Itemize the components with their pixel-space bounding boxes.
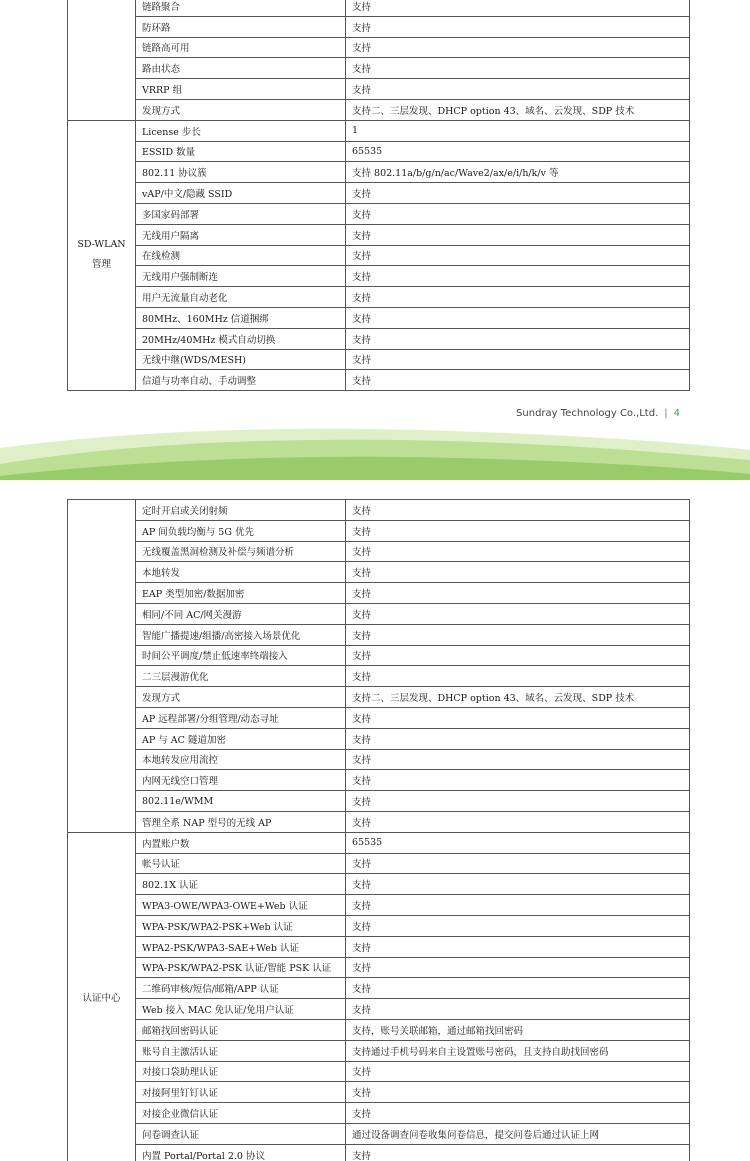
value-cell: 支持: [346, 58, 690, 79]
feature-cell: 账号自主激活认证: [136, 1040, 346, 1061]
footer-separator: |: [664, 408, 668, 419]
feature-cell: 在线检测: [136, 245, 346, 266]
table-row: [68, 16, 690, 37]
feature-cell: 内置账户数: [136, 832, 346, 853]
value-cell: 支持: [346, 183, 690, 204]
value-cell: 支持: [346, 1061, 690, 1082]
value-cell: 支持: [346, 541, 690, 562]
table-row: [68, 99, 690, 120]
table-row: [68, 541, 690, 562]
table-row: [68, 1103, 690, 1124]
table-row: [68, 162, 690, 183]
value-cell: 支持: [346, 895, 690, 916]
table-row: [68, 183, 690, 204]
value-cell: 支持: [346, 791, 690, 812]
table-row: [68, 1123, 690, 1144]
value-cell: 支持: [346, 328, 690, 349]
decorative-wave-banner: [0, 424, 750, 486]
table-row: [68, 328, 690, 349]
table-row: [68, 500, 690, 521]
table-row: [68, 1144, 690, 1161]
feature-cell: WPA-PSK/WPA2-PSK 认证/智能 PSK 认证: [136, 957, 346, 978]
table-row: [68, 895, 690, 916]
feature-cell: License 步长: [136, 120, 346, 141]
table-row: [68, 791, 690, 812]
value-cell: 支持: [346, 307, 690, 328]
wave-fade: [0, 480, 750, 486]
feature-cell: 无线覆盖黑洞检测及补偿与频谱分析: [136, 541, 346, 562]
value-cell: 支持: [346, 79, 690, 100]
table-row: [68, 999, 690, 1020]
value-cell: 支持通过手机号码来自主设置账号密码，且支持自助找回密码: [346, 1040, 690, 1061]
feature-cell: 无线中继(WDS/MESH): [136, 349, 346, 370]
feature-cell: VRRP 组: [136, 79, 346, 100]
value-cell: 支持二、三层发现、DHCP option 43、域名、云发现、SDP 技术: [346, 687, 690, 708]
table-row: [68, 624, 690, 645]
feature-cell: 二三层漫游优化: [136, 666, 346, 687]
feature-cell: 链路聚合: [136, 0, 346, 16]
value-cell: 支持: [346, 915, 690, 936]
value-cell: 支持: [346, 999, 690, 1020]
table-row: [68, 141, 690, 162]
value-cell: 支持: [346, 203, 690, 224]
feature-cell: WPA3-OWE/WPA3-OWE+Web 认证: [136, 895, 346, 916]
table-row: [68, 37, 690, 58]
value-cell: 支持: [346, 500, 690, 521]
feature-cell: ESSID 数量: [136, 141, 346, 162]
spec-table-top: [67, 0, 690, 391]
value-cell: 支持: [346, 666, 690, 687]
table-row: [68, 120, 690, 141]
table-row: [68, 583, 690, 604]
value-cell: 65535: [346, 141, 690, 162]
feature-cell: 二维码审核/短信/邮箱/APP 认证: [136, 978, 346, 999]
table-row: [68, 936, 690, 957]
table-row: [68, 770, 690, 791]
table-row: [68, 832, 690, 853]
value-cell: 支持: [346, 1082, 690, 1103]
feature-cell: 无线用户隔离: [136, 224, 346, 245]
value-cell: 支持: [346, 370, 690, 391]
value-cell: 支持: [346, 603, 690, 624]
feature-cell: 本地转发: [136, 562, 346, 583]
feature-cell: WPA-PSK/WPA2-PSK+Web 认证: [136, 915, 346, 936]
value-cell: 支持: [346, 583, 690, 604]
table-row: [68, 957, 690, 978]
feature-cell: 本地转发应用流控: [136, 749, 346, 770]
table-row: [68, 287, 690, 308]
category-cell: 认证中心: [68, 832, 136, 1161]
value-cell: 支持: [346, 349, 690, 370]
table-row: [68, 811, 690, 832]
table-row: [68, 645, 690, 666]
value-cell: 支持: [346, 245, 690, 266]
feature-cell: 定时开启或关闭射频: [136, 500, 346, 521]
feature-cell: 信道与功率自动、手动调整: [136, 370, 346, 391]
value-cell: 支持: [346, 16, 690, 37]
feature-cell: 多国家码部署: [136, 203, 346, 224]
feature-cell: 用户无流量自动老化: [136, 287, 346, 308]
table-row: [68, 707, 690, 728]
value-cell: 支持: [346, 707, 690, 728]
feature-cell: 802.11e/WMM: [136, 791, 346, 812]
value-cell: 支持: [346, 266, 690, 287]
table-row: [68, 203, 690, 224]
value-cell: 支持，账号关联邮箱，通过邮箱找回密码: [346, 1019, 690, 1040]
table-row: [68, 728, 690, 749]
feature-cell: 管理全系 NAP 型号的无线 AP: [136, 811, 346, 832]
value-cell: 1: [346, 120, 690, 141]
table-row: [68, 520, 690, 541]
feature-cell: 对接阿里钉钉认证: [136, 1082, 346, 1103]
table-row: [68, 978, 690, 999]
spec-table-top-body: [68, 0, 690, 391]
value-cell: 支持: [346, 874, 690, 895]
table-row: [68, 307, 690, 328]
spec-table-bottom-body: [68, 500, 690, 1161]
value-cell: 65535: [346, 832, 690, 853]
category-line: 管理: [91, 259, 111, 271]
feature-cell: 邮箱找回密码认证: [136, 1019, 346, 1040]
page-number: 4: [673, 408, 680, 419]
value-cell: 支持二、三层发现、DHCP option 43、域名、云发现、SDP 技术: [346, 99, 690, 120]
value-cell: 支持: [346, 520, 690, 541]
table-row: [68, 1019, 690, 1040]
value-cell: 支持: [346, 1103, 690, 1124]
feature-cell: AP 与 AC 隧道加密: [136, 728, 346, 749]
value-cell: 支持: [346, 624, 690, 645]
value-cell: 支持: [346, 224, 690, 245]
table-row: [68, 349, 690, 370]
feature-cell: AP 远程部署/分组管理/动态寻址: [136, 707, 346, 728]
feature-cell: vAP/中文/隐藏 SSID: [136, 183, 346, 204]
table-row: [68, 370, 690, 391]
feature-cell: 内置 Portal/Portal 2.0 协议: [136, 1144, 346, 1161]
feature-cell: 802.1X 认证: [136, 874, 346, 895]
value-cell: 支持: [346, 728, 690, 749]
table-row: [68, 0, 690, 16]
feature-cell: 20MHz/40MHz 模式自动切换: [136, 328, 346, 349]
table-row: [68, 79, 690, 100]
table-row: [68, 874, 690, 895]
value-cell: 支持: [346, 978, 690, 999]
feature-cell: 相同/不同 AC/网关漫游: [136, 603, 346, 624]
feature-cell: Web 接入 MAC 免认证/免用户认证: [136, 999, 346, 1020]
value-cell: 支持: [346, 853, 690, 874]
table-row: [68, 687, 690, 708]
table-row: [68, 224, 690, 245]
feature-cell: 无线用户强制断连: [136, 266, 346, 287]
value-cell: 支持: [346, 957, 690, 978]
feature-cell: 帐号认证: [136, 853, 346, 874]
feature-cell: 路由状态: [136, 58, 346, 79]
value-cell: 支持: [346, 936, 690, 957]
value-cell: 支持: [346, 749, 690, 770]
category-cell: [68, 500, 136, 833]
table-row: [68, 58, 690, 79]
table-row: [68, 562, 690, 583]
table-row: [68, 245, 690, 266]
feature-cell: 内网无线空口管理: [136, 770, 346, 791]
feature-cell: 防环路: [136, 16, 346, 37]
feature-cell: 问卷调查认证: [136, 1123, 346, 1144]
value-cell: 支持: [346, 0, 690, 16]
value-cell: 通过设备调查问卷收集问卷信息，提交问卷后通过认证上网: [346, 1123, 690, 1144]
feature-cell: 对接口袋助理认证: [136, 1061, 346, 1082]
table-row: [68, 1061, 690, 1082]
table-row: [68, 915, 690, 936]
category-line: SD-WLAN: [77, 239, 126, 251]
feature-cell: AP 间负载均衡与 5G 优先: [136, 520, 346, 541]
feature-cell: 发现方式: [136, 687, 346, 708]
value-cell: 支持: [346, 770, 690, 791]
category-cell: [68, 120, 136, 390]
value-cell: 支持: [346, 1144, 690, 1161]
table-row: [68, 603, 690, 624]
page-footer: [516, 408, 680, 419]
table-row: [68, 666, 690, 687]
feature-cell: 对接企业微信认证: [136, 1103, 346, 1124]
table-row: [68, 853, 690, 874]
footer-company: Sundray Technology Co.,Ltd.: [516, 408, 659, 419]
feature-cell: EAP 类型加密/数据加密: [136, 583, 346, 604]
feature-cell: WPA2-PSK/WPA3-SAE+Web 认证: [136, 936, 346, 957]
value-cell: 支持 802.11a/b/g/n/ac/Wave2/ax/e/i/h/k/v 等: [346, 162, 690, 183]
table-row: [68, 749, 690, 770]
spec-table-bottom: [67, 499, 690, 1161]
value-cell: 支持: [346, 645, 690, 666]
value-cell: 支持: [346, 562, 690, 583]
feature-cell: 发现方式: [136, 99, 346, 120]
value-cell: 支持: [346, 37, 690, 58]
feature-cell: 链路高可用: [136, 37, 346, 58]
category-cell: [68, 0, 136, 120]
value-cell: 支持: [346, 811, 690, 832]
feature-cell: 80MHz、160MHz 信道捆绑: [136, 307, 346, 328]
feature-cell: 802.11 协议簇: [136, 162, 346, 183]
table-row: [68, 1040, 690, 1061]
table-row: [68, 266, 690, 287]
value-cell: 支持: [346, 287, 690, 308]
feature-cell: 智能广播提速/组播/高密接入场景优化: [136, 624, 346, 645]
table-row: [68, 1082, 690, 1103]
feature-cell: 时间公平调度/禁止低速率终端接入: [136, 645, 346, 666]
